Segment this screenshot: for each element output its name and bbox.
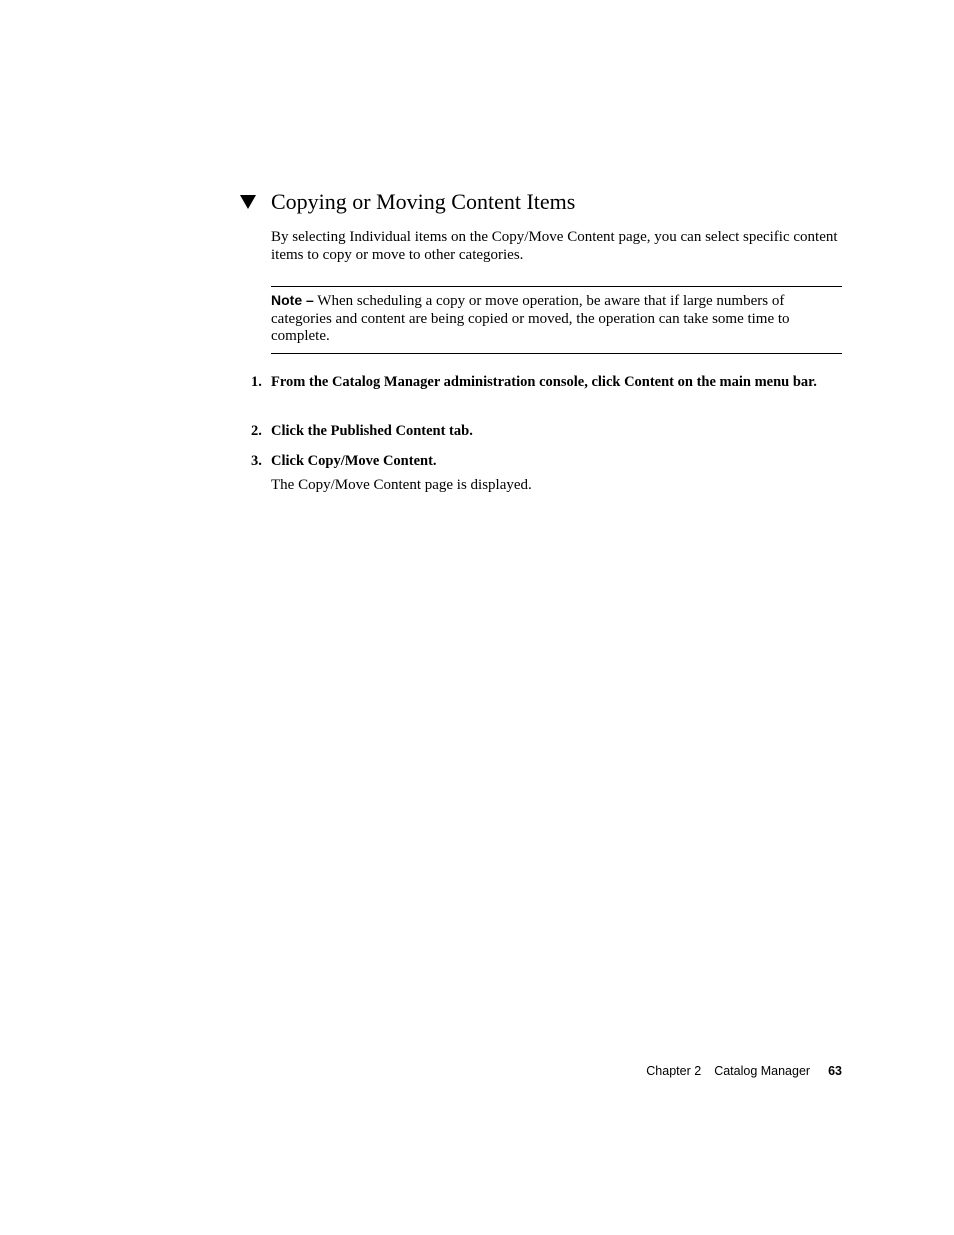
step-item <box>240 373 842 409</box>
step-text: Click the Published Content tab. <box>271 423 473 439</box>
step-number: 1. <box>251 374 262 390</box>
note-box <box>271 286 842 354</box>
footer-chapter-title: Catalog Manager <box>714 1064 811 1078</box>
note-label: Note – <box>271 292 314 308</box>
intro-paragraph: By selecting Individual items on the Copy/Move Content page, you can select specific content items to copy or move to other categories. <box>271 229 838 263</box>
page-footer <box>600 1063 842 1081</box>
step-number: 3. <box>251 453 262 469</box>
section-heading <box>240 188 860 218</box>
note-text-block <box>271 292 842 346</box>
footer-chapter: Chapter 2 <box>646 1064 702 1078</box>
step-item <box>240 422 842 440</box>
triangle-down-icon <box>240 195 256 209</box>
step-item <box>240 452 842 470</box>
page-number: 63 <box>828 1064 842 1078</box>
section-title: Copying or Moving Content Items <box>271 189 576 214</box>
step-text: From the Catalog Manager administration console, click Content on the main menu bar. <box>271 374 817 390</box>
step-text: Click Copy/Move Content. <box>271 453 437 469</box>
note-body: When scheduling a copy or move operation, be aware that if large numbers of categories and content are being copied or moved, the operation can take some time to complete. <box>271 293 790 344</box>
step-number: 2. <box>251 423 262 439</box>
step-result: The Copy/Move Content page is displayed. <box>271 477 532 493</box>
